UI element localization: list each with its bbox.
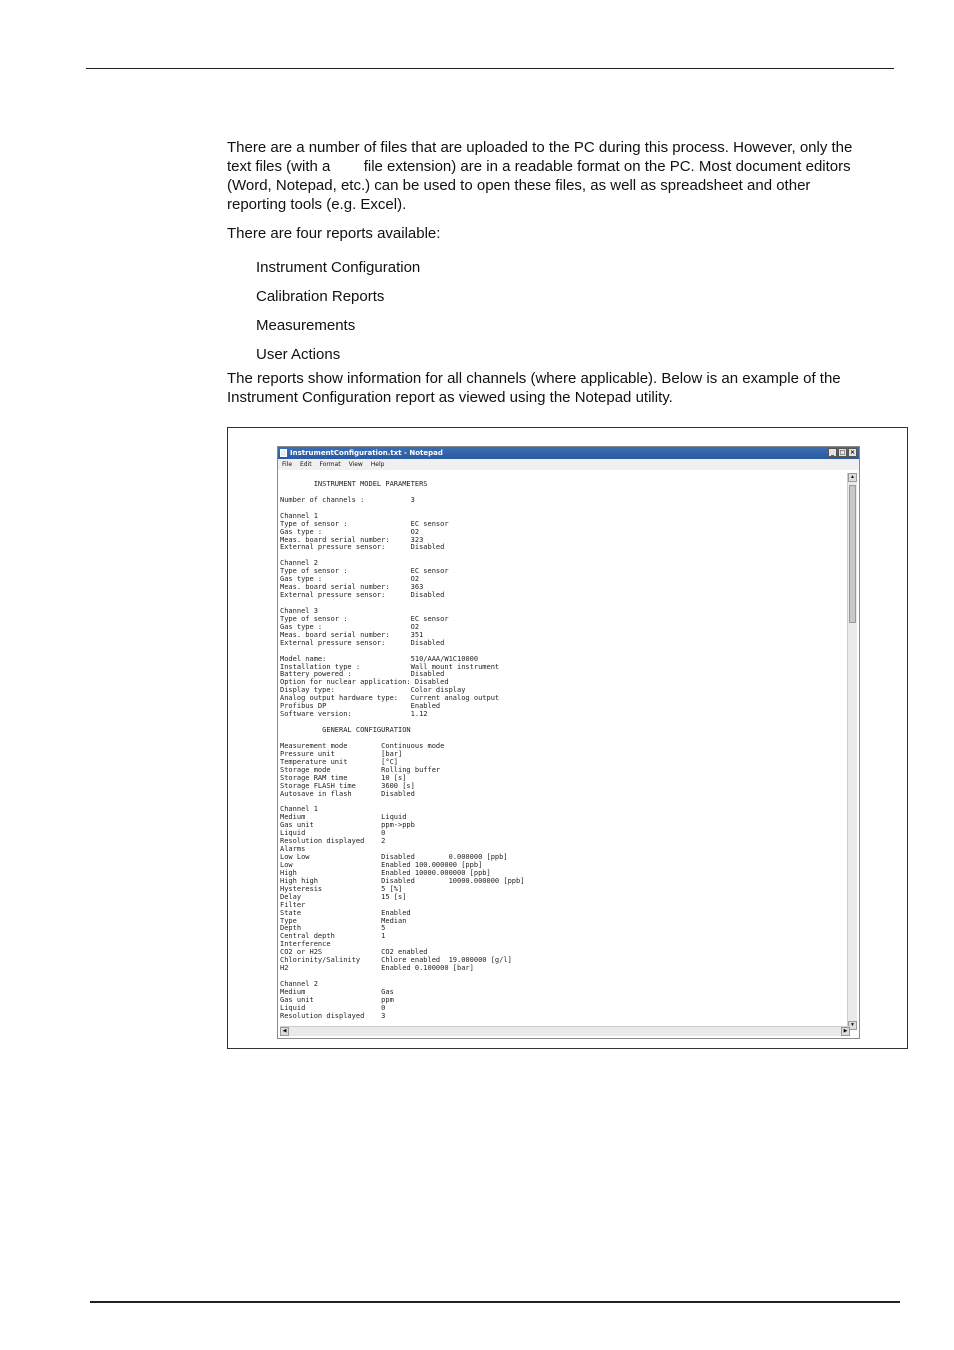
notepad-text-line: Battery powered : Disabled	[280, 670, 445, 679]
notepad-text-line: Channel 1	[280, 805, 318, 814]
notepad-text-line: Liquid 0	[280, 829, 386, 838]
intro-line-3: (Word, Notepad, etc.) can be used to open these files, as well as spreadsheet and other	[227, 177, 811, 194]
notepad-text-line: Temperature unit [°C]	[280, 757, 399, 766]
notepad-text-line: Software version: 1.12	[280, 710, 428, 719]
report-item: Instrument Configuration	[256, 259, 421, 276]
notepad-text-line: Meas. board serial number: 351	[280, 630, 424, 639]
notepad-text-line: Channel 3	[280, 606, 318, 615]
notepad-window	[277, 446, 860, 1039]
notepad-text-line: GENERAL CONFIGURATION	[280, 726, 411, 734]
notepad-text-line: High Enabled 10000.000000 [ppb]	[280, 868, 491, 877]
scroll-right-icon[interactable]: ▶	[841, 1027, 850, 1036]
notepad-text-line: Alarms	[280, 845, 306, 854]
notepad-text-line: Measurement mode Continuous mode	[280, 741, 445, 750]
close-icon[interactable]: ×	[849, 449, 856, 456]
menu-file[interactable]: File	[282, 461, 293, 468]
header-rule	[86, 68, 894, 69]
notepad-text-line: Gas type : O2	[280, 527, 420, 536]
window-controls	[828, 448, 857, 458]
intro-line-4: reporting tools (e.g. Excel).	[227, 196, 407, 213]
notepad-title: InstrumentConfiguration.txt - Notepad	[290, 449, 443, 457]
intro-line-1: There are a number of files that are uploaded to the PC during this process. However, only the	[227, 139, 853, 156]
notepad-text-line: Type of sensor : EC sensor	[280, 567, 449, 576]
notepad-text-line: Filter	[280, 900, 306, 909]
report-item: Measurements	[256, 317, 356, 334]
notepad-text-line: Low Enabled 100.000000 [ppb]	[280, 860, 483, 869]
notepad-titlebar[interactable]	[278, 447, 859, 459]
notepad-text-line: External pressure sensor: Disabled	[280, 638, 445, 647]
notepad-text-line: Installation type : Wall mount instrument	[280, 662, 500, 671]
notepad-text-line: Resolution displayed 3	[280, 1011, 386, 1020]
report-item: Calibration Reports	[256, 288, 385, 305]
notepad-text-line: Option for nuclear application: Disabled	[280, 678, 449, 687]
notepad-text-line: Hysteresis 5 [%]	[280, 884, 403, 893]
notepad-text-line: Liquid 0	[280, 1003, 386, 1012]
notepad-text-line: Channel 1	[280, 511, 318, 520]
notepad-text-line: INSTRUMENT MODEL PARAMETERS	[280, 479, 428, 488]
reports-description	[227, 369, 899, 407]
notepad-text-line: Meas. board serial number: 323	[280, 535, 424, 544]
notepad-text-line: Gas unit ppm	[280, 995, 394, 1004]
notepad-text-line: Display type: Color display	[280, 686, 466, 695]
notepad-text-area[interactable]	[280, 473, 845, 1025]
notepad-text-line: Gas unit ppm->ppb	[280, 821, 415, 830]
report-item: User Actions	[256, 346, 341, 363]
notepad-text-line: External pressure sensor: Disabled	[280, 591, 445, 600]
vertical-scrollbar[interactable]	[847, 473, 857, 1030]
notepad-text-line: Central depth 1	[280, 932, 386, 941]
notepad-text-line: Gas type : O2	[280, 622, 420, 631]
notepad-text-line: Type of sensor : EC sensor	[280, 614, 449, 623]
notepad-text-line: External pressure sensor: Disabled	[280, 543, 445, 552]
notepad-text-line: Number of channels : 3	[280, 495, 415, 504]
minimize-icon[interactable]: _	[828, 448, 837, 457]
notepad-text-line	[280, 552, 845, 560]
menu-help[interactable]: Help	[370, 461, 385, 468]
notepad-text-line: CO2 or H2S CO2 enabled	[280, 948, 428, 957]
notepad-text-line: Storage RAM time 10 [s]	[280, 773, 407, 782]
reports-list	[227, 253, 899, 369]
notepad-text-line	[280, 600, 845, 608]
intro-line-2: text files (with a file extension) are in a readable format on the PC. Most document editors	[227, 158, 851, 175]
notepad-text-line: Profibus DP Enabled	[280, 702, 441, 711]
notepad-text-line: H2 Enabled 0.100000 [bar]	[280, 964, 474, 973]
menu-format[interactable]: Format	[319, 461, 341, 468]
notepad-text-line: Storage mode Rolling buffer	[280, 765, 441, 774]
notepad-text-line	[280, 505, 845, 513]
notepad-text-line: Autosave in flash Disabled	[280, 789, 415, 798]
notepad-text-line: High high Disabled 10000.000000 [ppb]	[280, 876, 525, 885]
notepad-text-line: Type of sensor : EC sensor	[280, 519, 449, 528]
maximize-icon[interactable]: □	[839, 449, 846, 456]
notepad-text-line: Analog output hardware type: Current analog output	[280, 694, 500, 703]
notepad-text-line: Interference	[280, 940, 331, 949]
menu-view[interactable]: View	[348, 461, 363, 468]
notepad-text-line	[280, 973, 845, 981]
notepad-text-line: Type Median	[280, 916, 407, 925]
notepad-icon	[280, 449, 287, 457]
notepad-text-line: Pressure unit [bar]	[280, 749, 403, 758]
notepad-menubar	[278, 459, 859, 470]
scroll-up-icon[interactable]: ▲	[848, 473, 857, 482]
scroll-thumb[interactable]	[849, 485, 856, 623]
scroll-left-icon[interactable]: ◀	[280, 1027, 289, 1036]
desc-line-1: The reports show information for all channels (where applicable). Below is an example of the	[227, 370, 841, 387]
menu-edit[interactable]: Edit	[299, 461, 312, 468]
notepad-text-line: Medium Gas	[280, 987, 394, 996]
notepad-text-line: Resolution displayed 2	[280, 837, 386, 846]
notepad-text-line: Medium Liquid	[280, 813, 407, 822]
reports-intro: There are four reports available:	[227, 225, 441, 242]
notepad-text-line: Meas. board serial number: 363	[280, 583, 424, 592]
footer-rule	[90, 1301, 900, 1303]
notepad-text-line	[280, 798, 845, 806]
notepad-text-line: Channel 2	[280, 559, 318, 568]
notepad-text-line: State Enabled	[280, 908, 411, 917]
body-text	[227, 138, 899, 407]
notepad-text-line: Model name: 510/AAA/W1C10000	[280, 654, 479, 663]
notepad-text-line: Depth 5	[280, 924, 386, 933]
scroll-down-icon[interactable]: ▼	[848, 1021, 857, 1030]
desc-line-2: Instrument Configuration report as viewed using the Notepad utility.	[227, 389, 673, 406]
notepad-text-line: Storage FLASH time 3600 [s]	[280, 781, 415, 790]
notepad-text-line: Low Low Disabled 0.000000 [ppb]	[280, 853, 508, 861]
notepad-text-line: Channel 2	[280, 980, 318, 988]
horizontal-scrollbar[interactable]	[280, 1026, 850, 1036]
intro-paragraph	[227, 138, 899, 214]
notepad-text-line: Delay 15 [s]	[280, 892, 407, 901]
notepad-text-line: Gas type : O2	[280, 575, 420, 584]
notepad-text-line: Chlorinity/Salinity Chlore enabled 19.000000 [g/l]	[280, 956, 512, 965]
